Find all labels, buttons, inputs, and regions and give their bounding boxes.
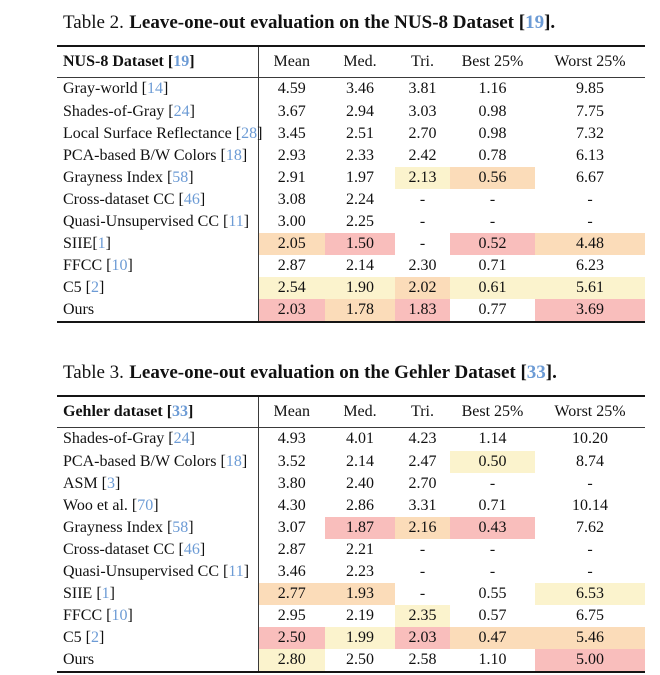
citation-link[interactable]: 11 xyxy=(228,563,244,580)
value-cell: 1.10 xyxy=(478,651,507,668)
value-cell: 3.80 xyxy=(277,475,306,492)
value-cell: 0.47 xyxy=(450,627,535,649)
citation-link[interactable]: 1 xyxy=(97,235,106,252)
table-row xyxy=(57,233,645,255)
citation-link[interactable]: 19 xyxy=(173,52,190,70)
value-cell: 2.95 xyxy=(277,607,306,624)
value-cell: 2.54 xyxy=(258,277,325,299)
table-row xyxy=(57,77,645,101)
value-cell: 2.80 xyxy=(258,649,325,672)
value-cell: 3.45 xyxy=(277,125,306,142)
table-row xyxy=(57,495,645,517)
value-cell: 0.71 xyxy=(478,497,507,514)
table-row xyxy=(57,189,645,211)
value-cell: 2.19 xyxy=(346,607,374,624)
value-cell: 7.62 xyxy=(576,519,604,536)
column-header: Worst 25% xyxy=(535,46,645,77)
value-cell: 2.87 xyxy=(277,541,306,558)
value-cell: 4.93 xyxy=(277,430,306,448)
table-body xyxy=(57,427,645,672)
value-cell: 0.52 xyxy=(450,233,535,255)
value-cell: 0.78 xyxy=(478,147,507,164)
table3-section xyxy=(57,360,660,673)
value-cell: 3.67 xyxy=(277,103,306,120)
value-cell: 1.93 xyxy=(325,583,395,605)
column-header: Tri. xyxy=(395,396,450,427)
value-cell: - xyxy=(419,541,426,558)
table3-evaluation-table xyxy=(57,395,645,673)
method-cell: Ours xyxy=(57,649,258,672)
value-cell: 2.16 xyxy=(395,517,450,539)
value-cell: 3.46 xyxy=(346,80,374,98)
value-cell: 6.67 xyxy=(576,169,604,186)
value-cell: - xyxy=(587,475,593,492)
value-cell: 2.02 xyxy=(395,277,450,299)
value-cell: 2.87 xyxy=(277,257,306,274)
table-row xyxy=(57,539,645,561)
method-cell: ASM [3] xyxy=(57,473,258,495)
value-cell: 3.31 xyxy=(408,497,437,514)
citation-link[interactable]: 24 xyxy=(173,103,190,120)
table-row xyxy=(57,145,645,167)
value-cell: 2.03 xyxy=(395,627,450,649)
value-cell: 3.46 xyxy=(277,563,306,580)
citation-link[interactable]: 58 xyxy=(172,519,189,536)
value-cell: - xyxy=(489,213,496,230)
citation-link[interactable]: 70 xyxy=(137,497,154,514)
column-header: Best 25% xyxy=(450,396,535,427)
value-cell: 9.85 xyxy=(576,80,604,98)
value-cell: - xyxy=(587,541,593,558)
citation-link[interactable]: 33 xyxy=(526,362,546,383)
method-cell: Grayness Index [58] xyxy=(57,517,258,539)
value-cell: 3.52 xyxy=(277,453,306,470)
value-cell: 0.71 xyxy=(478,257,507,274)
table-row xyxy=(57,561,645,583)
table3-caption xyxy=(57,360,660,386)
value-cell: 1.87 xyxy=(325,517,395,539)
value-cell: 3.69 xyxy=(535,299,645,322)
table-row xyxy=(57,123,645,145)
value-cell: 2.25 xyxy=(346,213,374,230)
dataset-header-cell: NUS-8 Dataset [19] xyxy=(57,46,258,77)
method-cell: SIIE[1] xyxy=(57,233,258,255)
method-cell: Cross-dataset CC [46] xyxy=(57,189,258,211)
value-cell: 2.70 xyxy=(408,475,437,492)
method-cell: Shades-of-Gray [24] xyxy=(57,101,258,123)
value-cell: 2.23 xyxy=(346,563,374,580)
caption-text: Leave-one-out evaluation on the Gehler Dataset [33]. xyxy=(129,362,557,383)
value-cell: 2.47 xyxy=(408,453,437,470)
table-row xyxy=(57,167,645,189)
method-cell: FFCC [10] xyxy=(57,255,258,277)
value-cell: 2.03 xyxy=(258,299,325,322)
citation-link[interactable]: 1 xyxy=(101,585,110,602)
table-row xyxy=(57,517,645,539)
method-cell: PCA-based B/W Colors [18] xyxy=(57,451,258,473)
value-cell: 7.32 xyxy=(576,125,604,142)
value-cell: 0.98 xyxy=(478,125,507,142)
value-cell: 1.14 xyxy=(478,430,507,448)
value-cell: 6.13 xyxy=(576,147,604,164)
value-cell: - xyxy=(489,475,496,492)
caption-text: Leave-one-out evaluation on the NUS-8 Dataset [19]. xyxy=(129,12,556,33)
table-row xyxy=(57,101,645,123)
value-cell: 2.14 xyxy=(346,453,374,470)
citation-link[interactable]: 10 xyxy=(111,607,128,624)
value-cell: 0.56 xyxy=(450,167,535,189)
citation-link[interactable]: 28 xyxy=(241,125,258,142)
citation-link[interactable]: 24 xyxy=(173,430,190,448)
method-cell: SIIE [1] xyxy=(57,583,258,605)
table-row xyxy=(57,605,645,627)
value-cell: 0.61 xyxy=(450,277,535,299)
value-cell: 4.48 xyxy=(535,233,645,255)
citation-link[interactable]: 19 xyxy=(525,12,545,33)
value-cell: 4.01 xyxy=(346,430,374,448)
citation-link[interactable]: 2 xyxy=(91,279,99,296)
value-cell: 2.77 xyxy=(258,583,325,605)
value-cell: - xyxy=(419,235,426,252)
value-cell: 1.83 xyxy=(395,299,450,322)
method-cell: Cross-dataset CC [46] xyxy=(57,539,258,561)
citation-link[interactable]: 3 xyxy=(107,475,116,492)
value-cell: 3.03 xyxy=(408,103,437,120)
citation-link[interactable]: 33 xyxy=(172,402,189,420)
column-header: Worst 25% xyxy=(535,396,645,427)
value-cell: 2.30 xyxy=(408,257,437,274)
value-cell: 1.90 xyxy=(325,277,395,299)
value-cell: 2.42 xyxy=(408,147,437,164)
value-cell: - xyxy=(587,191,593,208)
method-cell: C5 [2] xyxy=(57,277,258,299)
citation-link[interactable]: 46 xyxy=(183,191,200,208)
value-cell: - xyxy=(587,213,593,230)
table-row xyxy=(57,451,645,473)
table-row xyxy=(57,627,645,649)
value-cell: 5.00 xyxy=(535,649,645,672)
table2-evaluation-table xyxy=(57,45,645,323)
method-cell: PCA-based B/W Colors [18] xyxy=(57,145,258,167)
column-header: Med. xyxy=(325,396,395,427)
method-cell: Grayness Index [58] xyxy=(57,167,258,189)
value-cell: 0.55 xyxy=(478,585,507,602)
table-row xyxy=(57,299,645,322)
value-cell: 2.24 xyxy=(346,191,374,208)
value-cell: 2.33 xyxy=(346,147,374,164)
value-cell: - xyxy=(419,213,426,230)
value-cell: - xyxy=(489,563,496,580)
value-cell: 2.21 xyxy=(346,541,374,558)
table-row xyxy=(57,473,645,495)
value-cell: 2.13 xyxy=(395,167,450,189)
method-cell: Quasi-Unsupervised CC [11] xyxy=(57,561,258,583)
value-cell: 6.23 xyxy=(576,257,604,274)
method-cell: C5 [2] xyxy=(57,627,258,649)
value-cell: 2.40 xyxy=(346,475,374,492)
table-row xyxy=(57,211,645,233)
value-cell: 2.91 xyxy=(277,169,306,186)
dataset-header-cell: Gehler dataset [33] xyxy=(57,396,258,427)
value-cell: 3.81 xyxy=(408,80,437,98)
value-cell: 2.35 xyxy=(395,605,450,627)
value-cell: 8.74 xyxy=(576,453,604,470)
column-header: Tri. xyxy=(395,46,450,77)
value-cell: 1.50 xyxy=(325,233,395,255)
value-cell: - xyxy=(489,191,496,208)
column-header: Mean xyxy=(258,46,325,77)
value-cell: 10.14 xyxy=(572,497,608,514)
value-cell: - xyxy=(489,541,496,558)
value-cell: 3.07 xyxy=(277,519,306,536)
caption-label: Table 3. xyxy=(63,362,124,383)
citation-link[interactable]: 10 xyxy=(111,257,128,274)
citation-link[interactable]: 14 xyxy=(146,80,163,98)
value-cell: 5.61 xyxy=(535,277,645,299)
value-cell: 1.99 xyxy=(325,627,395,649)
table-row xyxy=(57,583,645,605)
value-cell: 10.20 xyxy=(572,430,608,448)
value-cell: 2.05 xyxy=(258,233,325,255)
value-cell: - xyxy=(419,585,426,602)
value-cell: 6.75 xyxy=(576,607,604,624)
value-cell: 1.78 xyxy=(325,299,395,322)
value-cell: 2.51 xyxy=(346,125,374,142)
value-cell: 2.58 xyxy=(408,651,437,668)
value-cell: 1.97 xyxy=(346,169,374,186)
method-cell: Quasi-Unsupervised CC [11] xyxy=(57,211,258,233)
value-cell: 0.77 xyxy=(478,301,507,318)
value-cell: 0.98 xyxy=(478,103,507,120)
citation-link[interactable]: 11 xyxy=(228,213,244,230)
value-cell: 2.94 xyxy=(346,103,374,120)
value-cell: 2.14 xyxy=(346,257,374,274)
column-header: Med. xyxy=(325,46,395,77)
value-cell: 1.16 xyxy=(478,80,507,98)
value-cell: 4.30 xyxy=(277,497,306,514)
value-cell: - xyxy=(587,563,593,580)
table2-section xyxy=(57,10,660,323)
method-cell: Gray-world [14] xyxy=(57,77,258,101)
citation-link[interactable]: 18 xyxy=(225,147,242,164)
table-body xyxy=(57,77,645,322)
table-row xyxy=(57,255,645,277)
value-cell: - xyxy=(419,563,426,580)
value-cell: 0.43 xyxy=(450,517,535,539)
citation-link[interactable]: 2 xyxy=(91,629,99,646)
method-cell: FFCC [10] xyxy=(57,605,258,627)
citation-link[interactable]: 58 xyxy=(172,169,189,186)
citation-link[interactable]: 46 xyxy=(183,541,200,558)
value-cell: 7.75 xyxy=(576,103,604,120)
value-cell: 4.23 xyxy=(408,430,437,448)
table-row xyxy=(57,649,645,672)
method-cell: Local Surface Reflectance [28] xyxy=(57,123,258,145)
value-cell: 0.57 xyxy=(478,607,507,624)
table-row xyxy=(57,427,645,451)
table-header-row xyxy=(57,46,645,77)
table-header-row xyxy=(57,396,645,427)
value-cell: 2.50 xyxy=(258,627,325,649)
table-row xyxy=(57,277,645,299)
value-cell: 4.59 xyxy=(277,80,306,98)
value-cell: 2.70 xyxy=(408,125,437,142)
value-cell: 2.86 xyxy=(346,497,374,514)
value-cell: 3.00 xyxy=(277,213,306,230)
method-cell: Woo et al. [70] xyxy=(57,495,258,517)
column-header: Best 25% xyxy=(450,46,535,77)
value-cell: 2.93 xyxy=(277,147,306,164)
value-cell: 0.50 xyxy=(450,451,535,473)
column-header: Mean xyxy=(258,396,325,427)
value-cell: 5.46 xyxy=(535,627,645,649)
citation-link[interactable]: 18 xyxy=(225,453,242,470)
value-cell: - xyxy=(419,191,426,208)
table2-caption xyxy=(57,10,660,36)
method-cell: Shades-of-Gray [24] xyxy=(57,427,258,451)
caption-label: Table 2. xyxy=(63,12,124,33)
value-cell: 3.08 xyxy=(277,191,306,208)
method-cell: Ours xyxy=(57,299,258,322)
value-cell: 6.53 xyxy=(535,583,645,605)
value-cell: 2.50 xyxy=(346,651,374,668)
